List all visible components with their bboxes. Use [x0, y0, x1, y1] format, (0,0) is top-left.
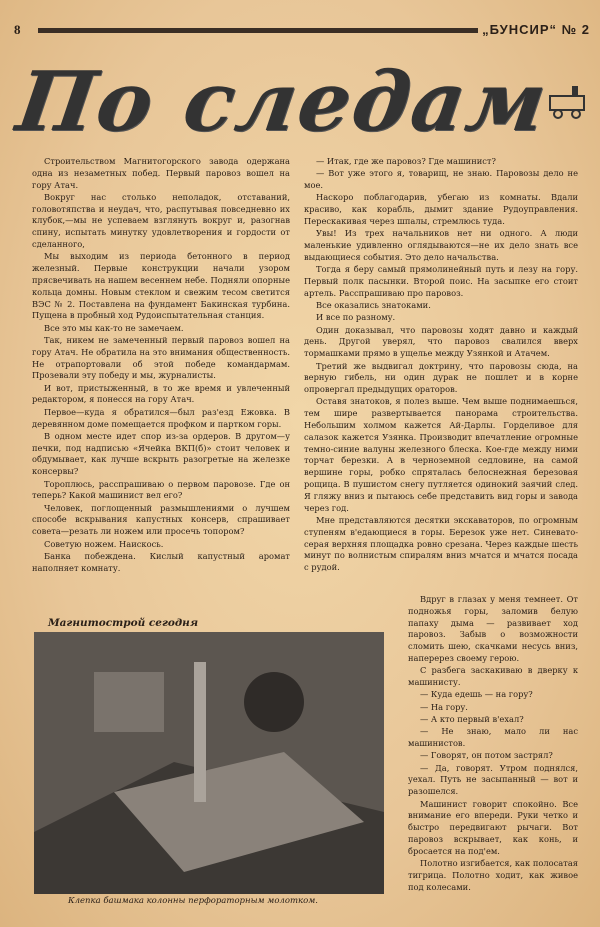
paragraph: — Да, говорят. Утром поднялся, уехал. Путь не засыпанный — вот и разошелся.: [408, 762, 578, 797]
paragraph: И все по разному.: [316, 312, 396, 323]
paragraph: Один доказывал, что паровозы ходят давно и каждый день. Другой уверял, что паровоз свалился вверх тормашками прямо в ущелье между Узянкой и Атачем.: [304, 324, 578, 359]
right-column-lower: [408, 594, 578, 924]
paragraph: Увы! Из трех начальников нет ни одного. А люди маленькие удивленно оглядываются—не их дело знать все выдающиеся события. Это дело начальства.: [304, 228, 578, 262]
paragraph: — Куда едешь — на гору?: [420, 689, 533, 700]
right-column: [304, 156, 578, 594]
paragraph: Банка побеждена. Кислый капустный аромат наполняет комнату.: [32, 550, 290, 573]
header-rule: [38, 28, 478, 33]
photo-heading: Магнитострой сегодня: [48, 617, 199, 629]
paragraph: Так, никем не замеченный первый паровоз вошел на гору Атач. Не обратила на это внимания общественность. Не отрапортовали об этой победе командармам. Прозевали эту победу и мы, журналисты.: [32, 334, 290, 381]
page-header: [14, 22, 590, 44]
paragraph: И вот, пристыженный, в то же время и увлеченный редактором, я понесся на гору Атач.: [32, 382, 290, 405]
paragraph: Наскоро поблагодарив, убегаю из комнаты. Вдали красиво, как корабль, дымит здание Рудоуправления. Перескакивая через шпалы, стремлюсь туда.: [304, 192, 578, 226]
locomotive-drawing: [546, 78, 590, 122]
paragraph: Строительством Магнитогорского завода одержана одна из незаметных побед. Первый паровоз вошел на гору Атач.: [32, 156, 290, 190]
paragraph: Тороплюсь, расспрашиваю о первом паровозе. Где он теперь? Какой машинист вел его?: [32, 478, 290, 501]
paragraph: — Итак, где же паровоз? Где машинист?: [316, 156, 496, 166]
paragraph: — Не знаю, мало ли нас машинистов.: [408, 726, 578, 749]
paragraph: Третий же выдвигал доктрину, что паровозы сюда, на верную гибель, ни один дурак не пошлет и в корне опровергал предыдущих ораторов.: [304, 360, 578, 395]
paragraph: Первое—куда я обратился—был раз'езд Ежовка. В деревянном доме помещается профком и партком горы.: [32, 406, 290, 429]
paragraph: Тогда я беру самый прямолинейный путь и лезу на гору. Первый полк пасынки. Второй поис. На засыпке его стоит артель. Расспрашиваю про паровоз.: [304, 264, 578, 298]
paragraph: В одном месте идет спор из-за ордеров. В другом—у печки, под надписью «Ячейка ВКП(б)» стоит человек и обдумывает, как лучше вскрыть разогретые на железке консервы?: [32, 430, 290, 477]
photo-caption: Клепка башмака колонны перфораторным молотком.: [68, 896, 318, 906]
paragraph: Все оказались знатоками.: [316, 300, 431, 311]
paragraph: Полотно изгибается, как полосатая тигрица. Полотно ходит, как живое под колесами.: [408, 858, 578, 892]
paragraph: Человек, поглощенный размышлениями о лучшем способе вскрывания капустных консерв, спрашивает совета—резать ли ножем или просечь топором?: [32, 502, 290, 537]
paragraph: Вокруг нас столько неполадок, отставаний, головотяпства и неудач, что, распутывая повседневно их клубок,—мы не успеваем взглянуть вокруг и, разогнав спину, испытать минутку удовлетворения и гордости от сделанного,: [32, 191, 290, 250]
paragraph: Все это мы как-то не замечаем.: [44, 322, 184, 333]
paragraph: Оставя знатоков, я полез выше. Чем выше поднимаешься, тем шире развертывается панорама строительства. Небольшим холмом кажется Ай-Дарлы. Горделивое для салазок кажется Узянка. Производит впечатление огромные темно-синие валуны железного блеска. Кое-где между ними торчат березки. А в черноземной седловине, на самой вершине горы, робко спряталась белоснежная березовая рощица. В пушистом снегу путляется одинокий заячий след. Я гляжу вниз и пытаюсь себе представить вид горы и завода через год.: [304, 396, 578, 513]
paragraph: — Говорят, он потом застрял?: [420, 750, 553, 761]
paragraph: С разбега заскакиваю в дверку к машинисту.: [408, 665, 578, 688]
masthead: „БУНСИР“ № 2: [482, 22, 590, 37]
paragraph: — А кто первый в'ехал?: [420, 713, 524, 724]
paragraph: Машинист говорит спокойно. Все внимание его впереди. Руки четко и быстро передвигают рычаги. Вот паровоз вскрывает, как конь, и бросается на под'ем.: [408, 798, 578, 856]
article-headline: По следам: [11, 54, 554, 150]
paragraph: — Вот уже этого я, товарищ, не знаю. Паровозы дело не мое.: [304, 168, 578, 191]
paragraph: Советую ножем. Наискось.: [44, 538, 164, 549]
left-column: [32, 156, 290, 602]
paragraph: — На гору.: [420, 701, 468, 712]
page-number: 8: [14, 22, 21, 37]
paragraph: Мы выходим из периода бетонного в период железный. Первые конструкции начали узором прясвечивать на нашем весеннем небе. Подняли опорные кольца домны. Новым стеклом и свежим тесом светится ВЭС № 2. Поставлена на фундамент Бакинская турбина. Пущена в пробный ход Рудоиспытательная станция.: [32, 251, 290, 321]
paragraph: Мне представляются десятки экскаваторов, по огромным ступеням в'едающиеся в горы. Березок уже нет. Синевато-серая верхняя площадка ровно срезана. Через каждые шесть минут по волнистым спиралям вниз мчатся и мчатся посада с рудой.: [304, 514, 578, 573]
paragraph: Вдруг в глазах у меня темнеет. От подножья горы, заломив белую папаху дыма — развивает ход паровоз. Забыв о возможности сломить шею, скачками несусь вниз, наперерез своему герою.: [408, 594, 578, 663]
photo-illustration: [34, 632, 384, 894]
photo: [34, 632, 384, 894]
